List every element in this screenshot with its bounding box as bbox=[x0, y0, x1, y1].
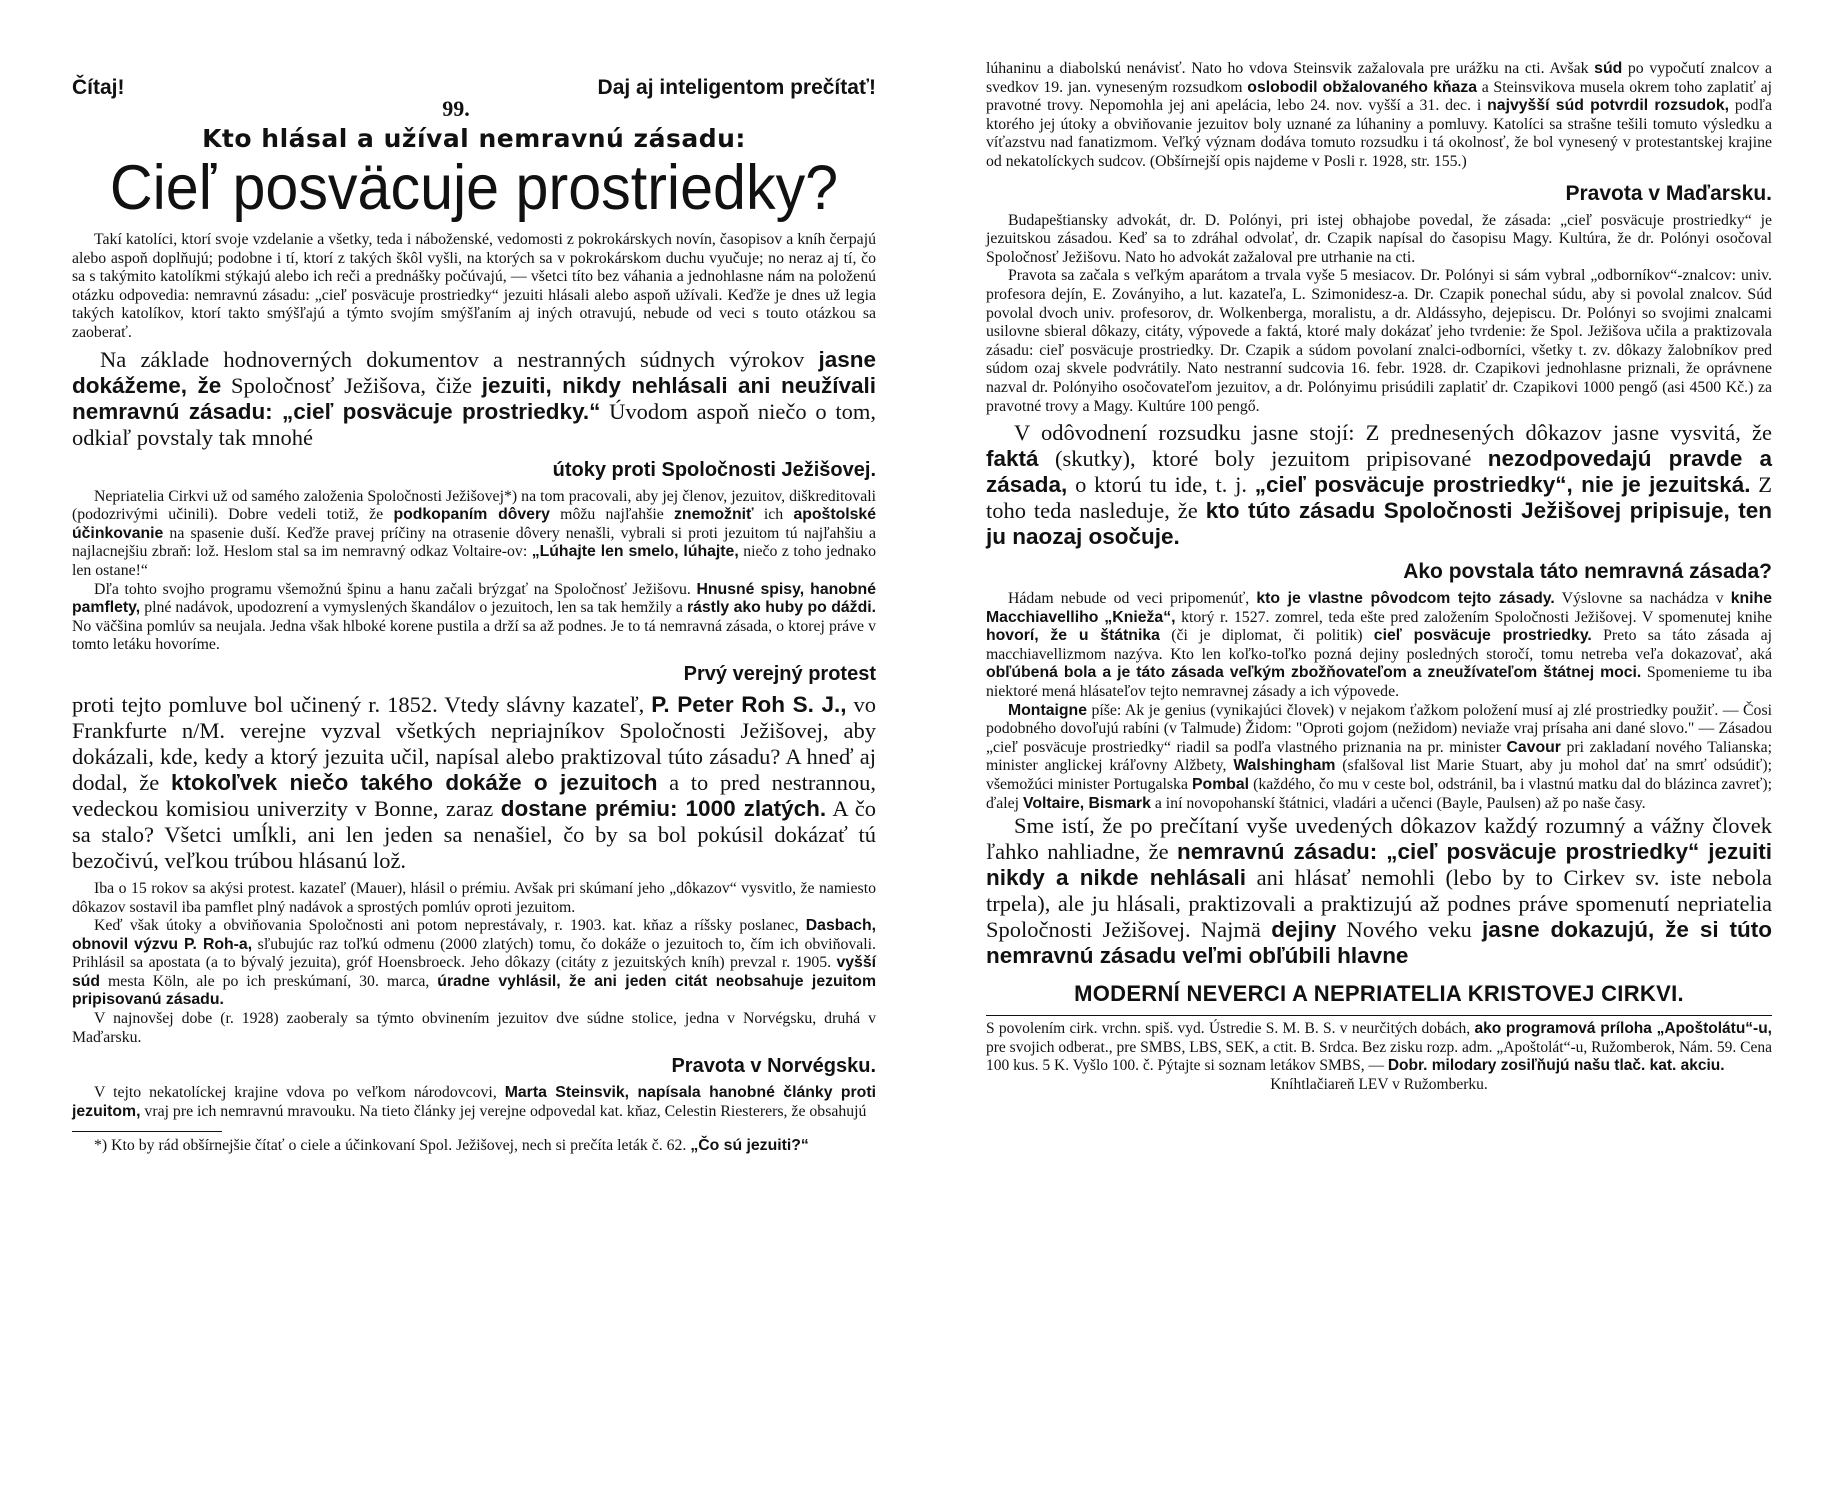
emphasis: kto túto zásadu Spoločnosti Ježišovej pripisuje, ten ju naozaj osočuje. bbox=[986, 498, 1772, 550]
text: (či je diplomat, či politik) bbox=[1159, 627, 1374, 645]
text: V tejto nekatolíckej krajine vdova po veľkom národovcovi, bbox=[94, 1084, 505, 1102]
text: Spomenieme tu iba niektoré mená hlásateľov tejto nemravnej zásady a ich výpovede. bbox=[986, 664, 1772, 701]
text: a iní novopohanskí štátnici, vladári a učenci (Bayle, Paulsen) až po naše časy. bbox=[1150, 794, 1646, 812]
emphasis: apoštolské účinkovanie bbox=[72, 506, 876, 542]
emphasis: faktá bbox=[986, 446, 1039, 472]
emphasis: vyšší súd bbox=[72, 954, 876, 990]
text: a Steinsvikova musela okrem toho zaplatiť aj pravotné trovy. Nepomohla jej ani apelácia, lebo 24. nov. vyšší a 31. dec. i bbox=[986, 78, 1772, 115]
text: (každého, čo mu v ceste bol, odstránil, ba i vlastnú matku dal do blázinca zavreť); ďalej bbox=[986, 776, 1773, 812]
emphasis: Walshingham bbox=[1233, 757, 1336, 775]
text: ani hlásať nemohli (lebo by to Cirkev sv. iste nebola trpela), ale ju hlásali, praktizovali a praktizujú až podnes práve spomenutí nepriatelia Spoločnosti Ježišovej. Najmä bbox=[986, 865, 1772, 943]
text: Spoločnosť Ježišova, čiže bbox=[221, 372, 482, 398]
emphasis: ktokoľvek niečo takého dokáže o jezuitoch bbox=[170, 769, 658, 795]
text: pre svojich odberat., pre SMBS, LBS, SEK, a ctit. B. Srdca. Bez zisku rozp. adm. „Apoštolát“-u, Ružomberok, Nám. 59. Cena 100 kus. 5 K. Vyšlo 100. č. Pýtajte si soznam letákov SMBS, — bbox=[986, 1038, 1772, 1075]
text: Hádam nebude od veci pripomenúť, bbox=[1008, 590, 1257, 608]
emphasis: P. Peter Roh S. J., bbox=[651, 691, 847, 717]
text: a to pred nestrannou, vedeckou komisiou univerzity v Bonne, zaraz bbox=[72, 769, 876, 821]
question-heading: Kto hlásal a užíval nemravnú zásadu: bbox=[202, 124, 746, 153]
text: píše: Ak je genius (vynikajúci človek) v nejakom ťažkom položení musí aj zlé prostriedky použiť. — Čosi podobného dovoľujú rabíni (v Talmude) Židom: "Oproti gojom (nežidom) neviaže vraj prísaha ani dané slovo." — Zásadou „cieľ posväcuje prostriedky“ riadil sa podľa vlastného priznania na pr. minister bbox=[986, 701, 1772, 756]
text: vo Frankfurte n/M. verejne vyzval všetkých nepriajníkov Spoločnosti Ježišovej, aby dokázali, kde, kedy a ktorý jezuita učil, napísal alebo praktizoval túto zásadu? A hneď aj dodal, že bbox=[72, 691, 876, 795]
emphasis: „Čo sú jezuiti?“ bbox=[690, 1137, 809, 1155]
paragraph-mauer: Iba o 15 rokov sa akýsi protest. kazateľ (Mauer), hlásil o prémiu. Avšak pri skúmaní jeho „dôkazov“ vysvitlo, že namiesto dôkazov sostavil iba pamflet plný nadávok a sprostých pomlúv oproti jezuitom. bbox=[72, 879, 876, 916]
text: pri zakladaní nového Talianska; minister anglickej kráľovny Alžbety, bbox=[986, 738, 1772, 775]
emphasis: Dasbach, obnovil výzvu P. Roh-a, bbox=[72, 917, 876, 953]
emphasis: cieľ posväcuje prostriedky. bbox=[1373, 627, 1592, 645]
emphasis: „cieľ posväcuje prostriedky“, nie je jezuitská. bbox=[1254, 472, 1751, 498]
text: proti tejto pomluve bol učinený r. 1852. Vtedy slávny kazateľ, bbox=[72, 691, 652, 717]
emphasis: „Lúhajte len smelo, lúhajte, bbox=[531, 543, 739, 561]
emphasis: jasne dokazujú, že si túto nemravnú zásadu veľmi obľúbili hlavne bbox=[986, 917, 1772, 969]
paragraph-conclusion bbox=[986, 813, 1772, 969]
header-give: Daj aj inteligentom prečítať! bbox=[597, 76, 876, 99]
emphasis: hovorí, že u štátnika bbox=[986, 627, 1160, 645]
page-title: Cieľ posväcuje prostriedky? bbox=[109, 153, 839, 223]
paragraph-machiavelli bbox=[986, 590, 1772, 702]
emphasis: Hnusné spisy, hanobné pamflety, bbox=[72, 580, 876, 617]
text: Nového veku bbox=[1336, 917, 1483, 943]
emphasis: nemravnú zásadu: „cieľ posväcuje prostriedky“ jezuiti nikdy a nikde nehlásali bbox=[986, 839, 1772, 891]
paragraph-norway-verdict bbox=[986, 60, 1772, 172]
emphasis: oslobodil obžalovaného kňaza bbox=[1247, 78, 1478, 96]
emphasis: dejiny bbox=[1271, 917, 1337, 943]
paragraph-protest bbox=[72, 692, 876, 874]
text: Na základe hodnoverných dokumentov a nestranných súdnych výrokov bbox=[100, 346, 819, 372]
subheading-norway: Pravota v Norvégsku. bbox=[671, 1055, 876, 1078]
emphasis: úradne vyhlásil, že ani jeden citát neobsahuje jezuitom pripisovanú zásadu. bbox=[72, 972, 876, 1009]
emphasis: ako programová príloha „Apoštolátu“-u, bbox=[1474, 1020, 1772, 1038]
paragraph-thesis bbox=[72, 347, 876, 451]
emphasis: Cavour bbox=[1506, 738, 1561, 756]
text: (skutky), ktoré boly jezuitom pripisované bbox=[1038, 446, 1488, 472]
emphasis: Voltaire, Bismark bbox=[1022, 794, 1151, 812]
footnote bbox=[72, 1136, 876, 1155]
closing-banner: MODERNÍ NEVERCI A NEPRIATELIA KRISTOVEJ CIRKVI. bbox=[1074, 981, 1684, 1007]
paragraph-trial: Pravota sa začala s veľkým aparátom a trvala vyše 5 mesiacov. Dr. Polónyi si sám vybral „odborníkov“-znalcov: univ. profesora dejín, E. Zoványiho, a lut. kazateľa, L. Szimonidesz-a. Dr. Czapik ponechal súdu, aby si povolal znalcov. Súd povolal dvoch univ. profesorov, dr. Wolkenberga, moralistu, a dr. Aldássyho, dejepiscu. Dr. Polónyi so svojimi znalcami usilovne sbieral dôkazy, citáty, výpovede a faktá, ktoré maly dokázať jeho tvrdenie: že Spol. Ježišova učila a praktizovala zásadu: cieľ posväcuje prostriedky. Dr. Czapik a súdom povolaní znalci-odborníci, všetky t. zv. dôkazy žalobníkov pred súdom ozaj skvele podvrátily. Nato nestranní sudcovia 16. febr. 1928. dr. Czapikovi jednohlasne priznali, že oprávnene nazval dr. Polónyiho osočovateľom jezuitov, a dr. Polónyimu prisúdili zaplatiť dr. Czapikovi 1000 pengő (asi 4500 Kč.) za pravotné trovy a Magy. Kultúre 100 pengő. bbox=[986, 267, 1772, 415]
emphasis: knihe Macchiavelliho „Knieža“, bbox=[986, 590, 1772, 626]
text: A čo sa stalo? Všetci umĺkli, ani len jeden sa nenašiel, čo by sa bol pokúsil dokázať tú bezočivú, veľkou trúbou hlásanú lož. bbox=[72, 795, 876, 873]
text: podľa ktorého jej útoky a obviňovanie jezuitov boly uznané za lúhaniny a pomluvy. Katolíci sa strašne tešili tomuto výsledku a víťazstvu nad fanatizmom. Veľký význam dodáva tomuto rozsudku i tá okolnosť, že bol vynesený v protestantskej krajine od nekatolíckych sudcov. (Obšírnejší opis najdeme v Posli r. 1928, str. 155.) bbox=[986, 97, 1773, 170]
text: (sfalšoval list Marie Stuart, aby ju mohol dať na smrť odsúdiť); všemožúci minister Portugalska bbox=[986, 757, 1772, 794]
subheading-origin: Ako povstala táto nemravná zásada? bbox=[1403, 560, 1772, 584]
text: Z toho teda nasleduje, že bbox=[986, 472, 1772, 524]
emphasis: podkopaním dôvery bbox=[393, 506, 550, 524]
paragraph-program bbox=[72, 581, 876, 655]
emphasis: rástly ako huby po dáždi. bbox=[686, 599, 876, 617]
text: Úvodom aspoň niečo o tom, odkiaľ povstaly tak mnohé bbox=[72, 398, 876, 450]
text: S povolením cirk. vrchn. spiš. vyd. Ústredie S. M. B. S. v neurčitých dobách, bbox=[986, 1020, 1475, 1038]
emphasis: Pombal bbox=[1192, 776, 1250, 794]
paragraph-dasbach bbox=[72, 917, 876, 1010]
leaflet-number: 99. bbox=[442, 96, 470, 121]
text: Nepriatelia Cirkvi už od samého založenia Spoločnosti Ježišovej*) na tom pracovali, aby jej členov, jezuitov, diškreditovali (podozrivými učinili). Dobre vedeli totiž, že bbox=[72, 487, 876, 524]
text: Preto sa táto zásada aj macchiavellizmom nazýva. Kto len koľko-toľko pozná dejiny posledných storočí, tomu netreba veľa dokazovať, aká bbox=[986, 627, 1772, 663]
paragraph-proponents bbox=[986, 702, 1772, 814]
emphasis: kto je vlastne pôvodcom tejto zásady. bbox=[1256, 590, 1555, 608]
emphasis: Marta Steinsvik, napísala hanobné články proti jezuitom, bbox=[72, 1084, 876, 1120]
text: po vypočutí znalcov a svedkov 19. jan. vyneseným rozsudkom bbox=[986, 60, 1772, 96]
emphasis: najvyšší súd potvrdil rozsudok, bbox=[1487, 97, 1730, 115]
text: mesta Köln, ale po ich preskúmaní, 30. marca, bbox=[100, 972, 438, 990]
paragraph-budapest: Budapeštiansky advokát, dr. D. Polónyi, pri istej obhajobe povedal, že zásada: „cieľ posväcuje prostriedky“ je jezuitskou zásadou. Keď sa to zdráhal odvolať, dr. Czapik napísal do časopisu Magy. Kultúra, že dr. Polónyi osočoval Spoločnosť Ježišovu. Nato ho advokát zažaloval pre utrhanie na cti. bbox=[986, 211, 1772, 266]
emphasis: Dobr. milodary zosiľňujú našu tlač. kat. akciu. bbox=[1387, 1057, 1725, 1075]
printer-line: Kníhtlačiareň LEV v Ružomberku. bbox=[1270, 1076, 1488, 1093]
emphasis: jasne dokážeme, že bbox=[72, 346, 876, 398]
emphasis: Montaigne bbox=[1008, 701, 1087, 719]
emphasis: znemožniť bbox=[674, 506, 754, 524]
text: vraj pre ich nemravnú mravouku. Na tieto články jej verejne odpovedal kat. kňaz, Celestin Riesterers, že obsahujú bbox=[140, 1102, 867, 1120]
text: *) Kto by rád obšírnejšie čítať o ciele a účinkovaní Spol. Ježišovej, nech si prečíta leták č. 62. bbox=[94, 1137, 691, 1155]
text: Dľa tohto svojho programu všemožnú špinu a hanu začali brýzgať na Spoločnosť Ježišovu. bbox=[94, 580, 697, 598]
text: V odôvodnení rozsudku jasne stojí: Z prednesených dôkazov jasne vysvitá, že bbox=[1014, 420, 1772, 446]
subheading-attacks: útoky proti Spoločnosti Ježišovej. bbox=[552, 458, 876, 481]
right-page bbox=[916, 0, 1832, 1500]
text: o ktorú tu ide, t. j. bbox=[1067, 472, 1255, 498]
footnote-rule bbox=[72, 1131, 222, 1132]
text: na spasenie duší. Keďže pravej príčiny na otrasenie dôvery nenašli, vybrali si proti jezuitom tú najľahšiu a najlacnejšiu zbraň: lož. Heslom stal sa im nemravný odkaz Voltaire-ov: bbox=[72, 524, 876, 561]
text: Výslovne sa nachádza v bbox=[1554, 590, 1731, 608]
subheading-first-protest: Prvý verejný protest bbox=[683, 662, 876, 685]
text: plné nadávok, upodozrení a vymyslených škandálov o jezuitoch, len sa tak hemžily a bbox=[140, 599, 687, 617]
paragraph-verdict bbox=[986, 420, 1772, 550]
emphasis: obľúbená bola a je táto zásada veľkým zbožňovateľom a zneužívateľom štátnej moci. bbox=[986, 664, 1642, 682]
imprint bbox=[986, 1015, 1772, 1094]
subheading-hungary: Pravota v Maďarsku. bbox=[1565, 181, 1772, 205]
paragraph-recent: V najnovšej dobe (r. 1928) zaoberaly sa týmto obvinením jezuitov dve súdne stolice, jedna v Norvégsku, druhá v Maďarsku. bbox=[72, 1010, 876, 1046]
emphasis: dostane prémiu: 1000 zlatých. bbox=[500, 795, 827, 821]
text: lúhaninu a diabolskú nenávisť. Nato ho vdova Steinsvik zažalovala pre urážku na cti. Avšak bbox=[986, 60, 1595, 77]
emphasis: jezuiti, nikdy nehlásali ani neužívali nemravnú zásadu: „cieľ posväcuje prostriedky.“ bbox=[72, 372, 876, 424]
emphasis: nezodpovedajú pravde a zásada, bbox=[986, 446, 1772, 498]
text: ktorý r. 1527. zomrel, teda ešte pred založením Spoločnosti Ježišovej. V spomenutej knihe bbox=[1175, 608, 1773, 626]
text: Keď však útoky a obviňovania Spoločnosti ani potom neprestávaly, r. 1903. kat. kňaz a ríšsky poslanec, bbox=[94, 917, 806, 935]
emphasis: súd bbox=[1594, 60, 1623, 77]
text: Sme istí, že po prečítaní vyše uvedených dôkazov každý rozumný a vážny človek ľahko nahliadne, že bbox=[986, 813, 1772, 865]
text: No väčšina pomlúv sa neujala. Jedna však hlboké korene pustila a drží sa až podnes. Je to tá nemravná zásada, o ktorej práve v tomto letáku hovoríme. bbox=[72, 617, 876, 654]
text: niečo z toho jednako len ostane!“ bbox=[72, 543, 876, 579]
header-read: Čítaj! bbox=[72, 76, 125, 99]
text: sľubujúc raz toľkú odmenu (2000 zlatých) tomu, čo dokáže o jezuitoch to, čím ich obviňovali. Prihlásil sa apostata (a to bývalý jezuita), gróf Hoensbroeck. Jeho dôkazy (citáty z jezuitských kníh) prevzal r. 1905. bbox=[72, 935, 877, 972]
paragraph-enemies bbox=[72, 488, 876, 581]
text: ich bbox=[753, 506, 794, 524]
paragraph-intro: Takí katolíci, ktorí svoje vzdelanie a všetky, teda i náboženské, vedomosti z pokrokárskych novín, časopisov a kníh čerpajú alebo aspoň doplňujú; podobne i tí, ktorí z takých škôl vyšli, na ktorých sa v pokrokárskom duchu vyučuje; no neraz aj tí, čo sa s takýmito katolíkmi stýkajú alebo ich reči a prednášky počúvajú, — všetci títo bez váhania a jednohlasne nám na položenú otázku odpovedia: nemravnú zásadu: „cieľ posväcuje prostriedky“ jezuiti hlásali alebo aspoň užívali. Keďže je dnes už legia takých katolíkov, ktorí takto smýšľajú a týmto svojím smýšľaním aj iných otravujú, nebude od veci s touto otázkou sa zaoberať. bbox=[72, 231, 876, 341]
text: môžu najľahšie bbox=[549, 506, 675, 524]
paragraph-norway bbox=[72, 1084, 876, 1121]
